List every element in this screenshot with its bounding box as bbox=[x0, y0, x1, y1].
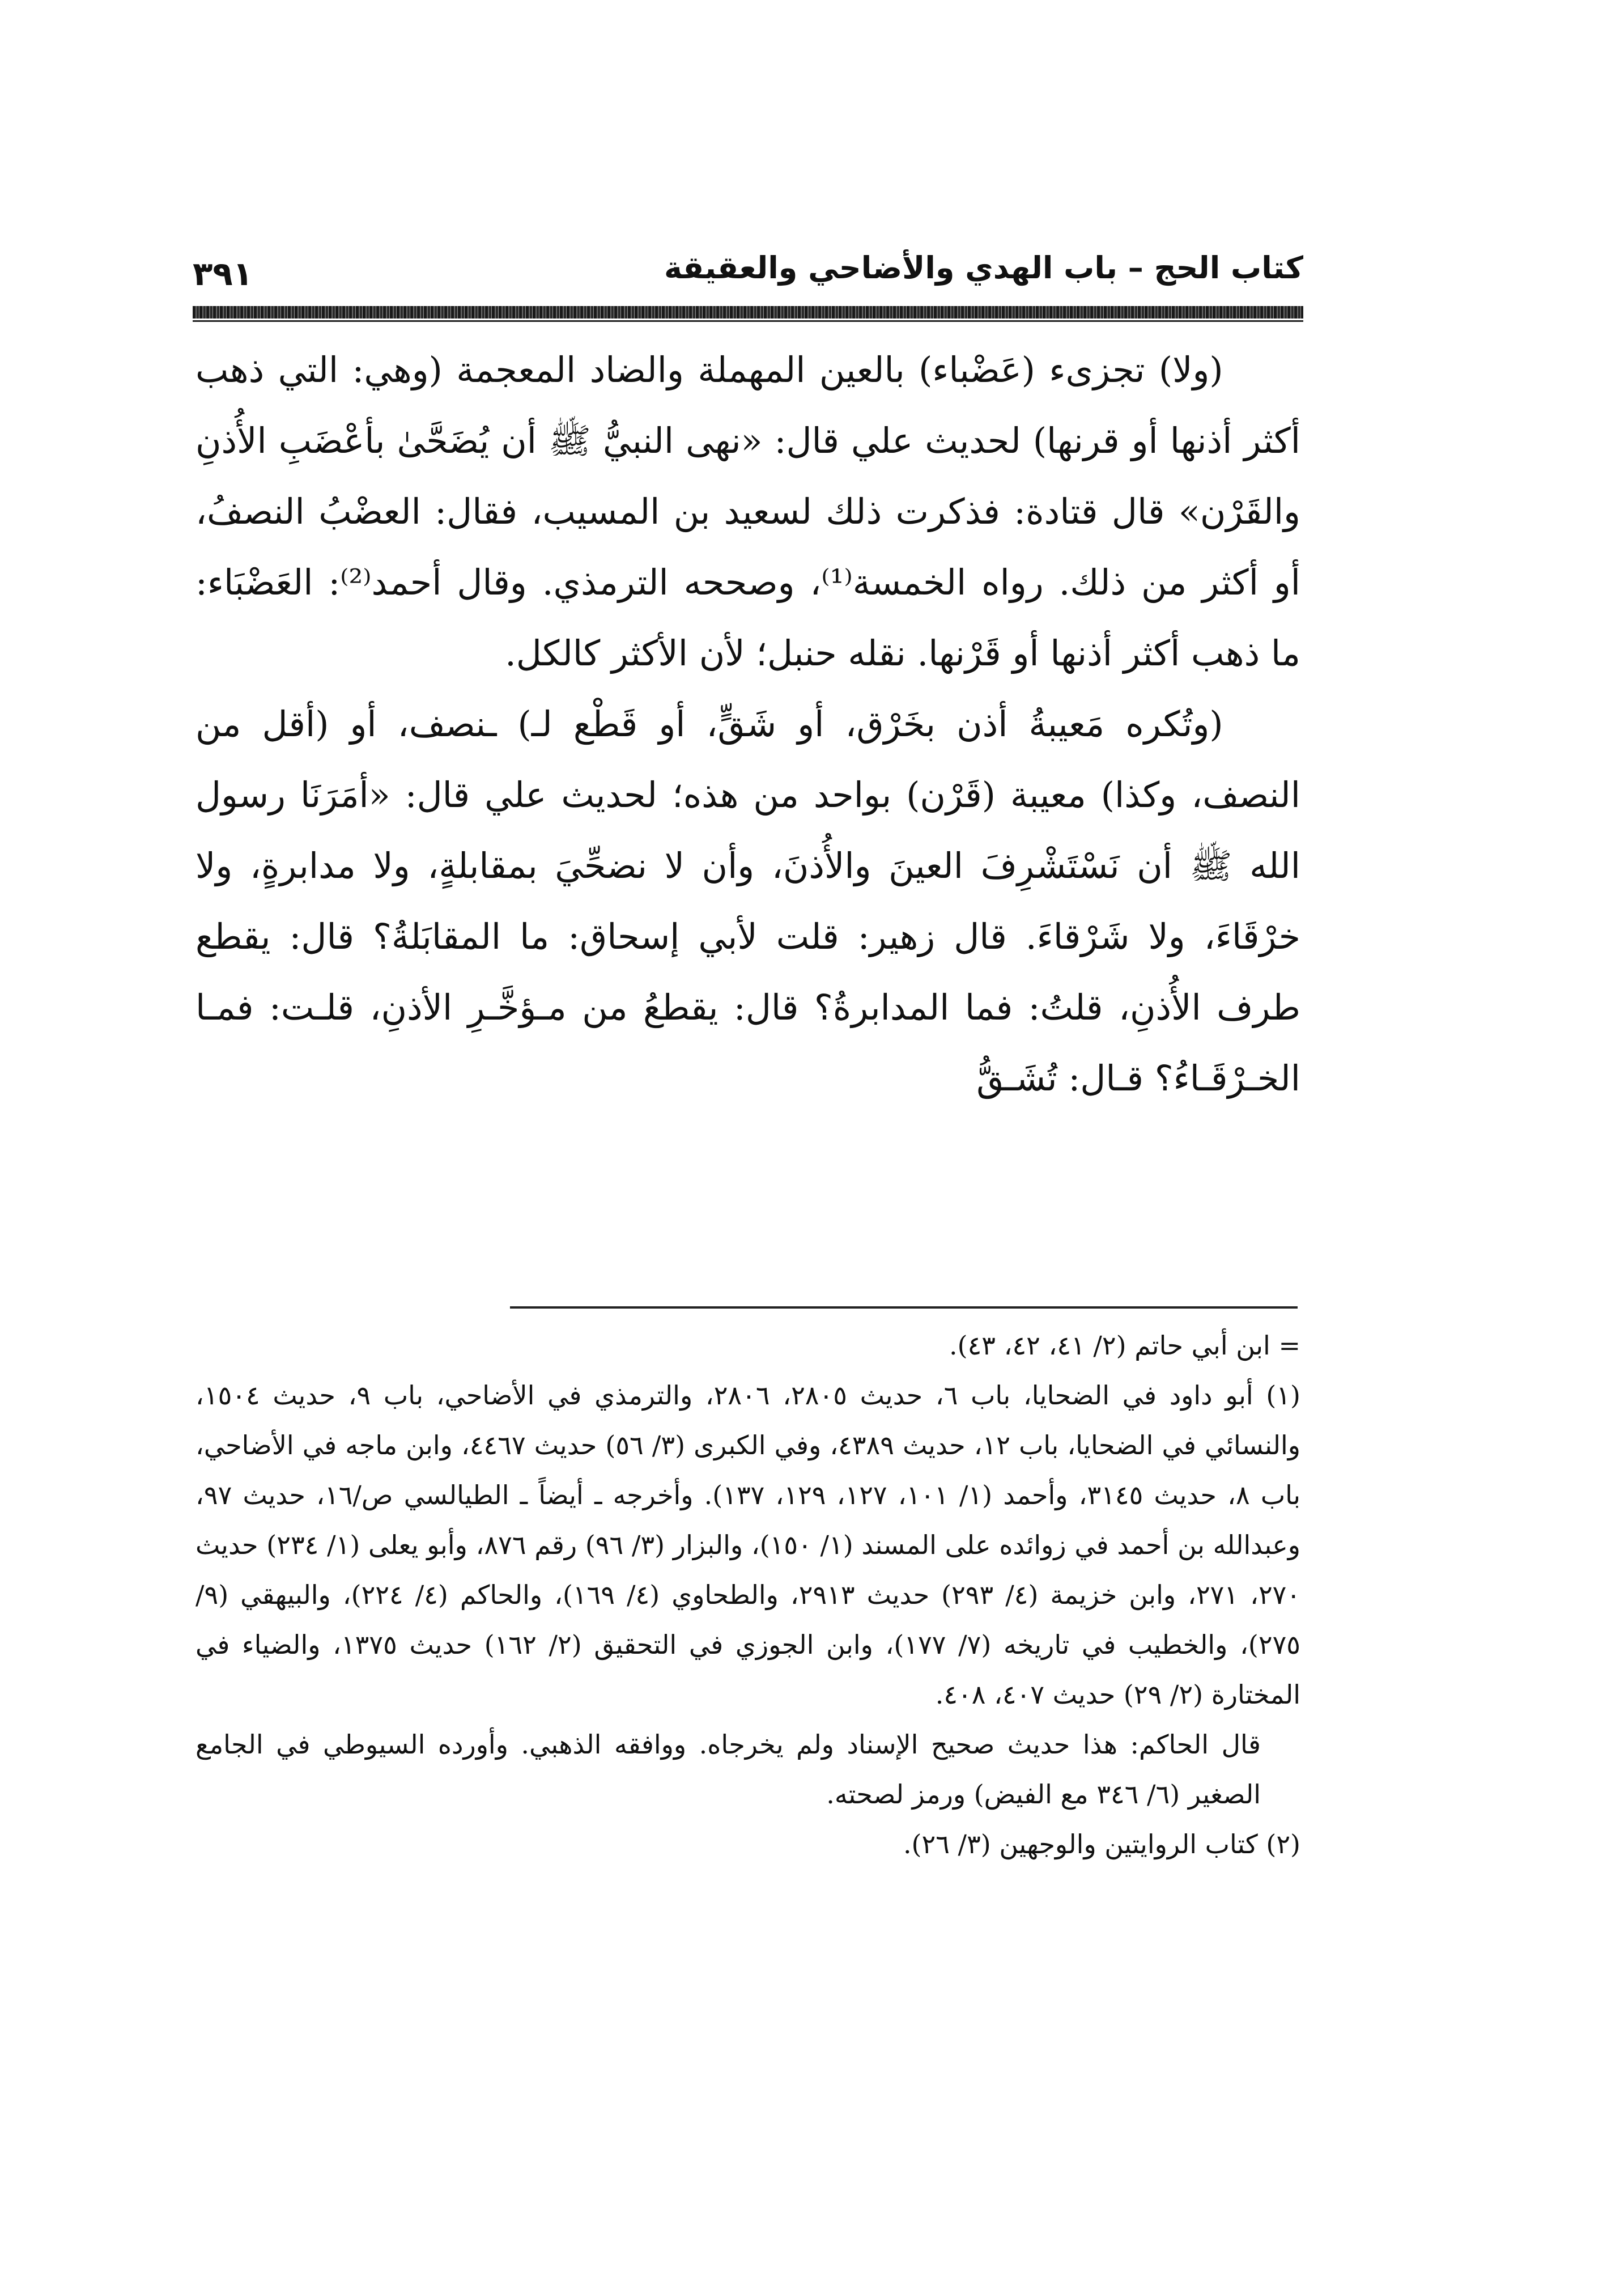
paragraph-1: (ولا) تجزىء (عَضْباء) بالعين المهملة والضاد المعجمة (وهي: التي ذهب أكثر أذنها أو قرنها) لحديث علي قال: «نهى النبيُّ ﷺ أن يُضَحَّىٰ بأعْضَبِ الأُذنِ والقَرْن» قال قتادة: فذكرت ذلك لسعيد بن المسيب، فقال: العضْبُ النصفُ، أو أكثر من ذلك. رواه الخمسة⁽¹⁾، وصححه الترمذي. وقال أحمد⁽²⁾: العَضْبَاء: ما ذهب أكثر أذنها أو قَرْنها. نقله حنبل؛ لأن الأكثر كالكل. bbox=[195, 349, 1300, 674]
footnote-1-comment: قال الحاكم: هذا حديث صحيح الإسناد ولم يخرجاه. ووافقه الذهبي. وأورده السيوطي في الجامع الصغير (٦/ ٣٤٦ مع الفيض) ورمز لصحته. bbox=[195, 1729, 1261, 1810]
footnote-2: (٢) كتاب الروايتين والوجهين (٣/ ٢٦). bbox=[903, 1829, 1300, 1859]
main-text bbox=[195, 334, 1300, 1114]
footnote-continued: = ابن أبي حاتم (٢/ ٤١، ٤٢، ٤٣). bbox=[949, 1330, 1300, 1361]
page-number: ٣٩١ bbox=[193, 254, 253, 293]
footnote-1: (١) أبو داود في الضحايا، باب ٦، حديث ٢٨٠٥، ٢٨٠٦، والترمذي في الأضاحي، باب ٩، حديث ١٥٠٤، والنسائي في الضحايا، باب ١٢، حديث ٤٣٨٩، وفي الكبرى (٣/ ٥٦) حديث ٤٤٦٧، وابن ماجه في الأضاحي، باب ٨، حديث ٣١٤٥، وأحمد (١/ ١٠١، ١٢٧، ١٢٩، ١٣٧). وأخرجه ـ أيضاً ـ الطيالسي ص/١٦، حديث ٩٧، وعبدالله بن أحمد في زوائده على المسند (١/ ١٥٠)، والبزار (٣/ ٩٦) رقم ٨٧٦، وأبو يعلى (١/ ٢٣٤) حديث ٢٧٠، ٢٧١، وابن خزيمة (٤/ ٢٩٣) حديث ٢٩١٣، والطحاوي (٤/ ١٦٩)، والحاكم (٤/ ٢٢٤)، والبيهقي (٩/ ٢٧٥)، والخطيب في تاريخه (٧/ ١٧٧)، وابن الجوزي في التحقيق (٢/ ١٦٢) حديث ١٣٧٥، والضياء في المختارة (٢/ ٢٩) حديث ٤٠٧، ٤٠٨. bbox=[195, 1380, 1301, 1710]
page-header bbox=[193, 227, 1303, 295]
footnote-rule bbox=[510, 1306, 1298, 1309]
header-rule bbox=[193, 306, 1303, 319]
paragraph-2: (وتُكره مَعيبةُ أذن بخَرْق، أو شَقٍّ، أو قَطْع لـ) ـنصف، أو (أقل من النصف، وكذا) معيبة (قَرْن) بواحد من هذه؛ لحديث علي قال: «أمَرَنَا رسول الله ﷺ أن نَسْتَشْرِفَ العينَ والأُذنَ، وأن لا نضحِّيَ بمقابلةٍ، ولا مدابرةٍ، ولا خرْقَاءَ، ولا شَرْقاءَ. قال زهير: قلت لأبي إسحاق: ما المقابَلةُ؟ قال: يقطع طرف الأُذنِ، قلتُ: فما المدابرةُ؟ قال: يقطعُ من مـؤخَّـرِ الأذنِ، قلـت: فمـا الخـرْقَـاءُ؟ قـال: تُشَـقُّ bbox=[195, 703, 1300, 1099]
footnotes bbox=[195, 1320, 1300, 1869]
running-title: كتاب الحج – باب الهدي والأضاحي والعقيقة bbox=[664, 250, 1303, 286]
